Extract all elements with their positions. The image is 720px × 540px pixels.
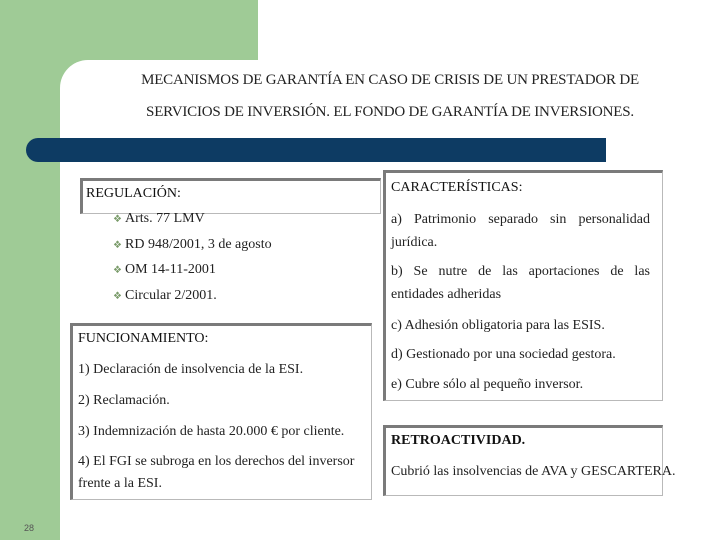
funcionamiento-item: 3) Indemnización de hasta 20.000 € por cliente. xyxy=(78,424,345,439)
caracteristicas-item-b: b) Se nutre de las aportaciones de las xyxy=(391,264,650,279)
regulacion-item: ❖ OM 14-11-2001 xyxy=(113,262,216,277)
retroactividad-text: Cubrió las insolvencias de AVA y GESCARTERA. xyxy=(391,464,676,479)
page-title-line2: SERVICIOS DE INVERSIÓN. EL FONDO DE GARANTÍA DE INVERSIONES. xyxy=(146,104,634,120)
diamond-bullet-icon: ❖ xyxy=(113,214,122,225)
funcionamiento-item: 2) Reclamación. xyxy=(78,393,170,408)
regulacion-heading: REGULACIÓN: xyxy=(86,186,181,201)
regulacion-item: ❖ Arts. 77 LMV xyxy=(113,211,205,226)
caracteristicas-item-a-cont: jurídica. xyxy=(391,235,438,250)
page-title-line1: MECANISMOS DE GARANTÍA EN CASO DE CRISIS DE UN PRESTADOR DE xyxy=(141,72,639,88)
diamond-bullet-icon: ❖ xyxy=(113,240,122,251)
retroactividad-heading: RETROACTIVIDAD. xyxy=(391,433,526,448)
page-title xyxy=(70,64,710,128)
diamond-bullet-icon: ❖ xyxy=(113,265,122,276)
funcionamiento-box xyxy=(70,323,372,500)
funcionamiento-heading: FUNCIONAMIENTO: xyxy=(78,331,209,346)
regulacion-item: ❖ Circular 2/2001. xyxy=(113,288,217,303)
caracteristicas-box xyxy=(383,170,663,401)
regulacion-item: ❖ RD 948/2001, 3 de agosto xyxy=(113,237,272,252)
page-number: 28 xyxy=(24,523,35,533)
caracteristicas-item-b-cont: entidades adheridas xyxy=(391,287,502,302)
caracteristicas-item-c: c) Adhesión obligatoria para las ESIS. xyxy=(391,318,605,333)
title-divider-bar xyxy=(26,138,606,162)
caracteristicas-heading: CARACTERÍSTICAS: xyxy=(391,180,523,195)
funcionamiento-item: 1) Declaración de insolvencia de la ESI. xyxy=(78,362,304,377)
funcionamiento-item: 4) El FGI se subroga en los derechos del inversor xyxy=(78,454,355,469)
caracteristicas-item-d: d) Gestionado por una sociedad gestora. xyxy=(391,347,616,362)
diamond-bullet-icon: ❖ xyxy=(113,291,122,302)
caracteristicas-item-e: e) Cubre sólo al pequeño inversor. xyxy=(391,377,584,392)
funcionamiento-item: frente a la ESI. xyxy=(78,476,162,491)
caracteristicas-item-a: a) Patrimonio separado sin personalidad xyxy=(391,212,650,227)
